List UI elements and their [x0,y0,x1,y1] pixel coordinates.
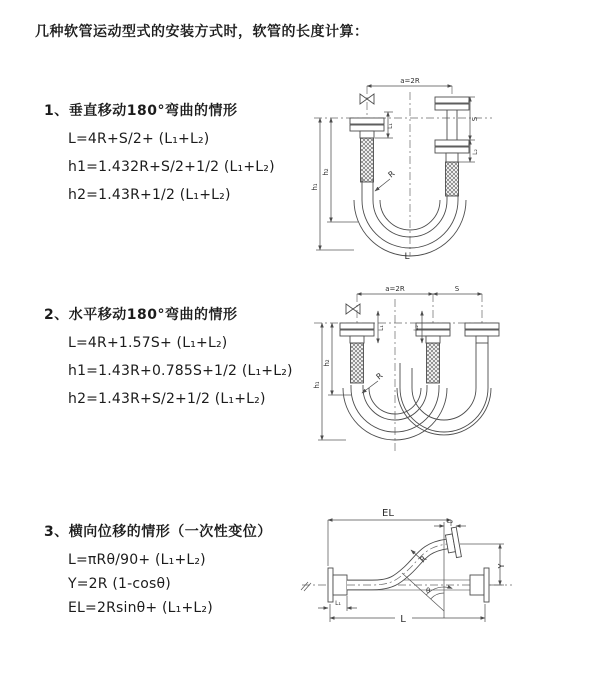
dimension-l-total [330,604,485,625]
dimension-a2r [367,77,452,86]
dimension-a2r [357,285,433,294]
dim-label-theta: θ [426,587,431,595]
dimension-s [469,97,479,140]
dim-label-l2: L₂ [472,149,479,155]
dim-label-a2r: a=2R [385,285,405,293]
formula-line: L=πRθ/90+ (L₁+L₂) [68,552,206,568]
dimension-h2 [322,118,358,222]
section-horizontal-movement [44,306,293,418]
section-lateral-displacement [44,523,272,623]
valve-icon [346,304,360,314]
dim-label-r: R [386,169,397,180]
dim-label-el: EL [382,508,394,519]
dimension-s [433,285,482,294]
lateral-displacement-diagram [298,498,598,663]
formula-line: L=4R+S/2+ (L₁+L₂) [68,131,210,147]
vertical-180-bend-diagram [300,72,600,262]
flange-right [435,97,469,196]
radius-leader [362,371,385,393]
flange-tilted-end [444,527,461,559]
dimension-l1 [378,311,385,343]
pipe-break-mark [301,582,311,591]
dimension-el [328,508,451,566]
dimension-l2 [434,517,466,526]
hose-u-displaced [397,343,491,435]
dim-label-h1: h₁ [311,183,319,191]
flange-left [340,323,374,383]
dim-label-l2: L₂ [446,517,454,525]
dimension-l1 [318,596,357,611]
dim-label-r: R [418,554,429,565]
dim-label-l1: L₁ [335,600,341,607]
dim-label-a2r: a=2R [400,77,420,85]
dim-label-h2: h₂ [323,359,331,367]
formula-line: Y=2R (1-cosθ) [68,576,171,592]
horizontal-180-bend-diagram [300,283,600,458]
dim-label-h1: h₁ [313,381,321,389]
dim-label-r: R [374,371,385,382]
dim-label-l: L [400,614,406,625]
section-2-heading: 2、水平移动180°弯曲的情形 [44,307,238,323]
formula-line: L=4R+1.57S+ (L₁+L₂) [68,335,228,351]
dim-label-h2: h₂ [322,168,330,176]
dim-label-l-total: L [404,252,410,262]
formula-line: h1=1.43R+0.785S+1/2 (L₁+L₂) [68,363,293,379]
formula-line: EL=2Rsinθ+ (L₁+L₂) [68,600,213,616]
radius-leader [375,169,397,191]
formula-line: h1=1.432R+S/2+1/2 (L₁+L₂) [68,159,275,175]
formula-line: h2=1.43R+1/2 (L₁+L₂) [68,187,231,203]
dim-label-l2: L₂ [413,325,420,331]
section-vertical-movement [44,102,275,214]
dimension-h1 [311,118,354,250]
dim-label-s: S [454,285,460,293]
section-1-heading: 1、垂直移动180°弯曲的情形 [44,103,238,119]
flange-left [328,568,347,602]
dim-label-s: S [471,116,479,122]
flange-middle [416,323,450,383]
dim-label-l1: L₁ [378,325,385,331]
dim-label-y: Y [497,563,506,569]
section-3-heading: 3、横向位移的情形（一次性变位） [44,524,272,540]
centerlines [314,86,492,256]
dimension-h1 [313,323,346,440]
formula-line: h2=1.43R+S/2+1/2 (L₁+L₂) [68,391,266,407]
hose-s-curve [347,544,447,585]
flange-left [350,118,384,182]
dim-label-l1: L₁ [387,123,394,129]
page-title: 几种软管运动型式的安装方式时，软管的长度计算： [35,24,369,40]
flange-right [465,323,499,343]
